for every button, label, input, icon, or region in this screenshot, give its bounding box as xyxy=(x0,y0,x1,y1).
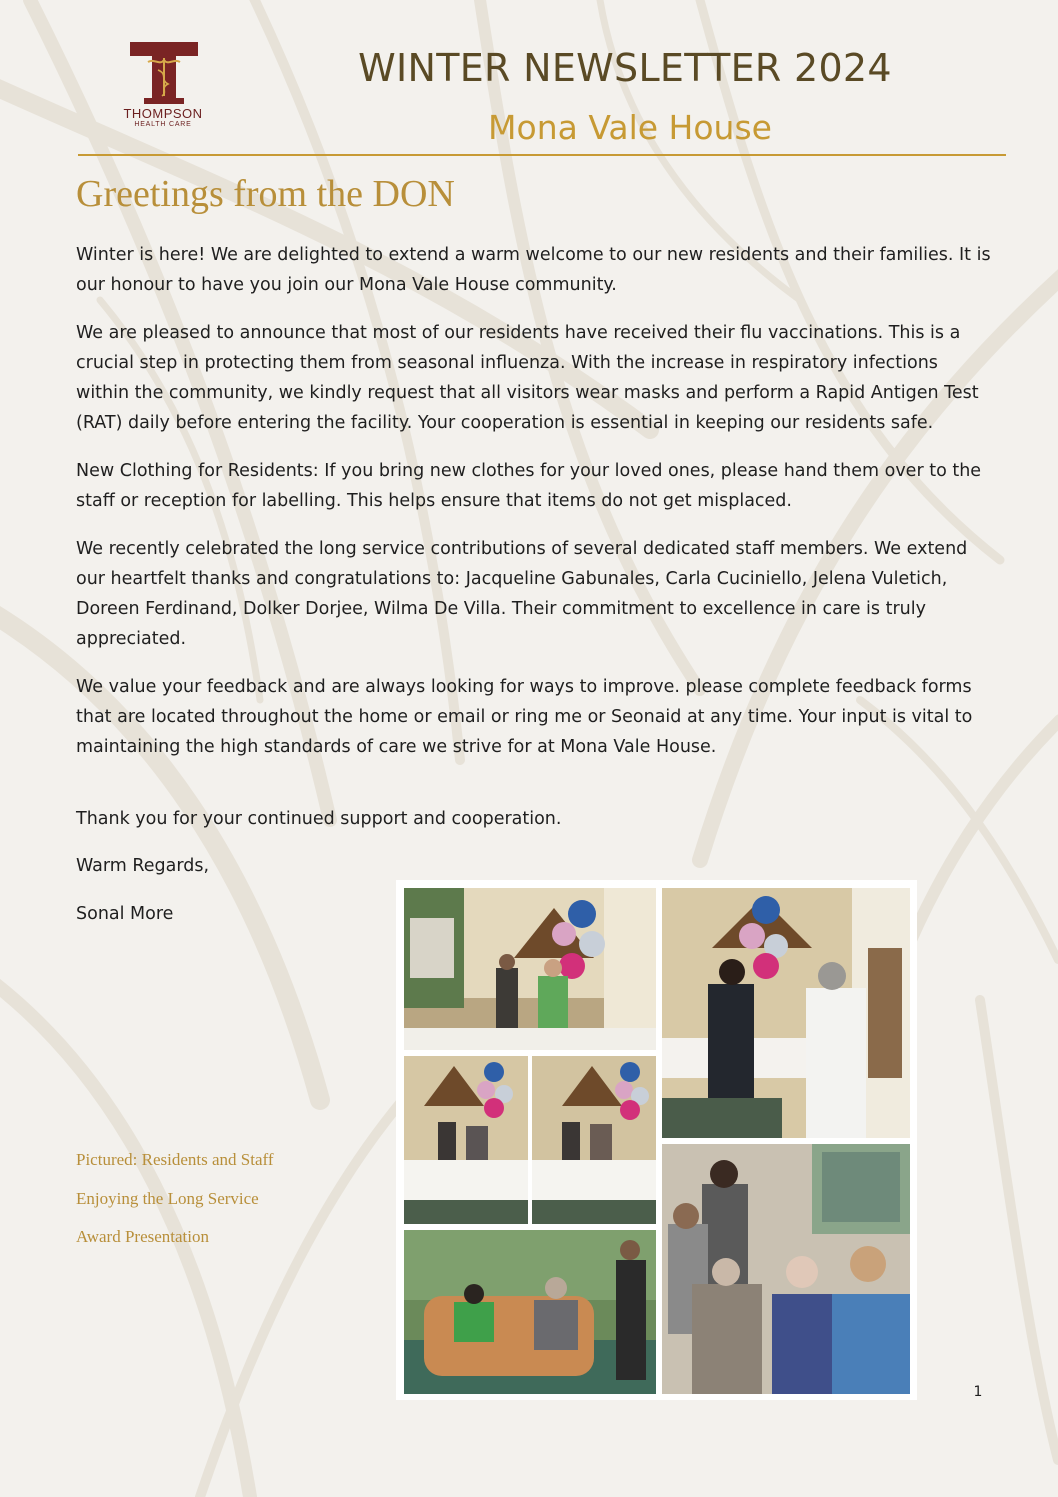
logo-name: THOMPSON xyxy=(123,106,203,121)
page-number: 1 xyxy=(973,1384,983,1400)
logo-wordmark xyxy=(100,106,226,128)
logo-emblem-icon xyxy=(112,38,216,108)
paragraph-flu-vaccination: We are pleased to announce that most of our residents have received their flu vaccinations. This is a crucial step in protecting them from seasonal influenza. With the increase in respiratory infections within the community, we kindly request that all visitors wear masks and perform a Rapid Antigen Test (RAT) daily before entering the facility. Your cooperation is essential in keeping our residents safe. xyxy=(76,323,979,433)
closing-regards: Warm Regards, xyxy=(76,856,210,876)
facility-name: Mona Vale House xyxy=(488,108,772,147)
author-signature: Sonal More xyxy=(76,904,174,924)
photo-collage xyxy=(396,880,917,1400)
caption-line: Enjoying the Long Service xyxy=(76,1188,259,1208)
paragraph-long-service: We recently celebrated the long service contributions of several dedicated staff members. We extend our heartfelt thanks and congratulations to: Jacqueline Gabunales, Carla Cuciniello, Jelena Vuletich, Doreen Ferdinand, Dolker Dorjee, Wilma De Villa. Their commitment to excellence in care is truly appreciated. xyxy=(76,539,968,649)
photo-award-presentation-4 xyxy=(532,1056,656,1224)
logo-tagline: HEALTH CARE xyxy=(134,121,192,128)
article-body xyxy=(76,240,996,780)
closing-thanks: Thank you for your continued support and cooperation. xyxy=(76,809,562,829)
paragraph-new-clothing: New Clothing for Residents: If you bring new clothes for your loved ones, please hand them over to the staff or reception for labelling. This helps ensure that items do not get misplaced. xyxy=(76,461,982,511)
photo-resident-interview xyxy=(404,1230,656,1394)
paragraph-welcome: Winter is here! We are delighted to extend a warm welcome to our new residents and their families. It is our honour to have you join our Mona Vale House community. xyxy=(76,245,991,295)
caption-line: Pictured: Residents and Staff xyxy=(76,1150,274,1169)
photo-caption xyxy=(76,1150,274,1266)
photo-award-presentation-1 xyxy=(404,888,656,1050)
paragraph-feedback: We value your feedback and are always looking for ways to improve. please complete feedback forms that are located throughout the home or email or ring me or Seonaid at any time. Your input is vital to maintaining the high standards of care we strive for at Mona Vale House. xyxy=(76,677,973,757)
header-divider xyxy=(78,154,1006,156)
photo-residents-gathering xyxy=(662,1144,910,1394)
article-heading: Greetings from the DON xyxy=(76,173,455,215)
photo-award-presentation-2 xyxy=(662,888,910,1138)
newsletter-title: WINTER NEWSLETTER 2024 xyxy=(358,46,892,90)
caption-line: Award Presentation xyxy=(76,1227,209,1246)
photo-award-presentation-3 xyxy=(404,1056,528,1224)
